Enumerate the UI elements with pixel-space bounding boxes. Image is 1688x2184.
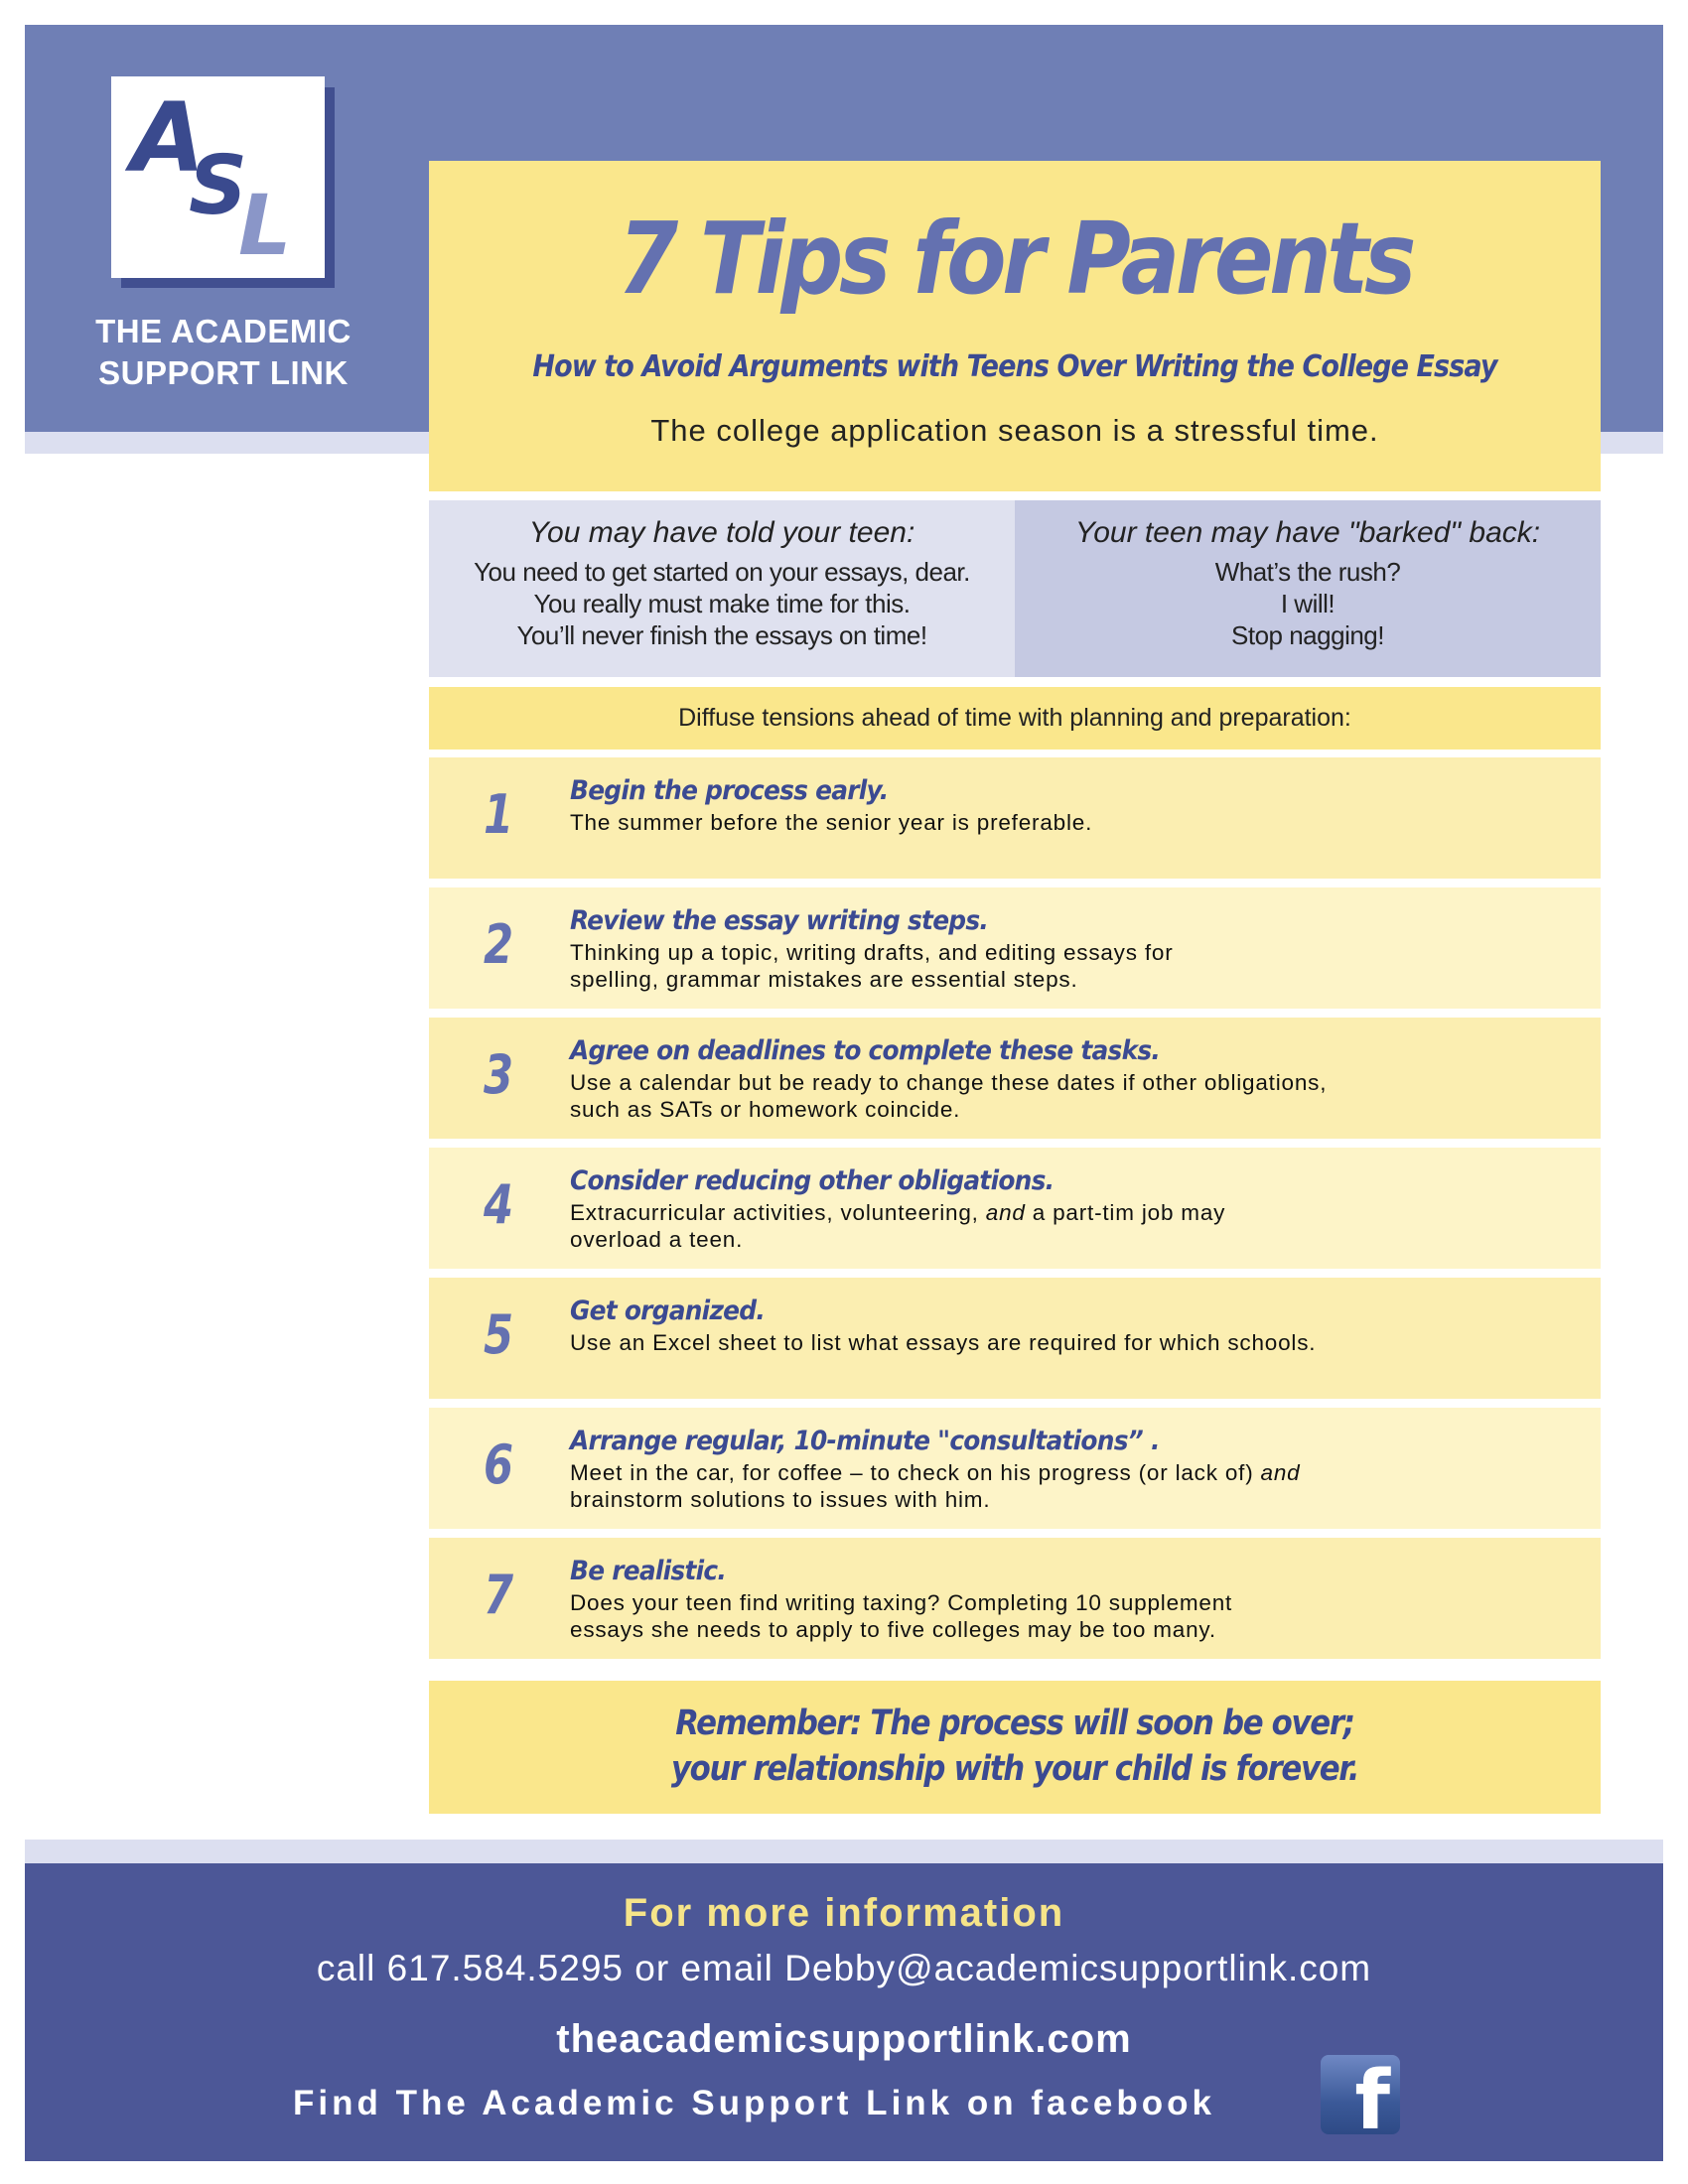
tip-title: Arrange regular, 10-minute "consultations” . <box>570 1426 1160 1456</box>
tip-body-line: brainstorm solutions to issues with him. <box>570 1487 991 1512</box>
tip-body-line: Use an Excel sheet to list what essays are required for which schools. <box>570 1330 1317 1355</box>
page-subtitle: How to Avoid Arguments with Teens Over Writing the College Essay <box>532 349 1497 384</box>
organization-name-line1: THE ACADEMIC <box>95 313 352 349</box>
facebook-text: Find The Academic Support Link on facebook <box>293 2084 1215 2122</box>
tip-item-4 <box>429 1148 1601 1269</box>
tip-body <box>570 1329 1563 1356</box>
teen-quote: Stop nagging! <box>1231 620 1384 650</box>
logo-letter-s: S <box>189 139 248 233</box>
tip-item-7 <box>429 1538 1601 1659</box>
organization-name <box>65 311 382 394</box>
tip-body-line: spelling, grammar mistakes are essential steps. <box>570 967 1078 992</box>
tip-number: 3 <box>483 1043 514 1106</box>
tip-title: Review the essay writing steps. <box>570 905 989 936</box>
tip-title: Consider reducing other obligations. <box>570 1165 1055 1196</box>
teen-quotes-heading: Your teen may have "barked" back: <box>1074 516 1541 549</box>
teen-quote: What’s the rush? <box>1214 557 1401 587</box>
tip-item-5 <box>429 1278 1601 1399</box>
tip-number: 2 <box>483 913 514 976</box>
tip-body <box>570 1589 1563 1643</box>
parent-quotes-panel <box>429 500 1015 677</box>
tip-title: Be realistic. <box>570 1556 727 1586</box>
tip-item-6 <box>429 1408 1601 1529</box>
parent-quote: You really must make time for this. <box>533 589 911 618</box>
logo-letter-a: A <box>131 82 206 194</box>
page-title: 7 Tips for Parents <box>617 201 1413 317</box>
tip-title: Get organized. <box>570 1296 766 1326</box>
facebook-letter: f <box>1354 2054 1390 2148</box>
tip-body-line: essays she needs to apply to five colleges may be too many. <box>570 1617 1216 1642</box>
tip-body-line: The summer before the senior year is preferable. <box>570 810 1093 835</box>
tip-body-line: overload a teen. <box>570 1227 744 1252</box>
parent-quotes-heading: You may have told your teen: <box>528 516 915 549</box>
remember-line: Remember: The process will soon be over; <box>675 1704 1354 1743</box>
emphasis-and: and <box>985 1200 1026 1225</box>
tip-number: 4 <box>483 1173 514 1236</box>
tip-body-line: Use a calendar but be ready to change these dates if other obligations, <box>570 1070 1328 1095</box>
teen-quote: I will! <box>1280 589 1336 618</box>
parent-quote: You need to get started on your essays, dear. <box>474 557 970 587</box>
remember-banner <box>429 1681 1601 1814</box>
parent-quote: You’ll never finish the essays on time! <box>516 620 927 650</box>
tip-body-line: such as SATs or homework coincide. <box>570 1097 961 1122</box>
tip-body-line: Thinking up a topic, writing drafts, and editing essays for <box>570 940 1174 965</box>
tip-body <box>570 1199 1563 1253</box>
website-link[interactable]: theacademicsupportlink.com <box>556 2017 1132 2061</box>
tip-body-line: Meet in the car, for coffee – to check on his progress (or lack of) and <box>570 1460 1301 1485</box>
asl-logo <box>111 76 325 278</box>
tip-item-1 <box>429 757 1601 879</box>
diffuse-tensions-banner: Diffuse tensions ahead of time with planning and preparation: <box>429 687 1601 750</box>
tip-number: 5 <box>483 1303 514 1366</box>
emphasis-and: and <box>1260 1460 1301 1485</box>
tip-number: 7 <box>483 1564 514 1626</box>
contact-info: call 617.584.5295 or email Debby@academicsupportlink.com <box>316 1948 1372 1988</box>
teen-quotes-panel <box>1015 500 1601 677</box>
tip-body-line: Does your teen find writing taxing? Completing 10 supplement <box>570 1590 1233 1615</box>
tip-body <box>570 939 1563 993</box>
footer <box>25 1863 1663 2161</box>
footer-divider <box>25 1840 1663 1863</box>
logo-letter-l: L <box>238 177 292 274</box>
intro-text: The college application season is a stressful time. <box>650 413 1379 448</box>
more-info-heading: For more information <box>623 1891 1065 1935</box>
tip-title: Begin the process early. <box>570 775 889 806</box>
tip-number: 1 <box>483 783 514 846</box>
tip-number: 6 <box>483 1433 514 1496</box>
organization-name-line2: SUPPORT LINK <box>98 354 349 391</box>
tip-body-line: Extracurricular activities, volunteering, and a part-tim job may <box>570 1200 1226 1225</box>
tip-body <box>570 1459 1563 1513</box>
remember-line: your relationship with your child is forever. <box>670 1749 1359 1789</box>
facebook-icon[interactable] <box>1321 2054 1400 2148</box>
tip-body <box>570 809 1563 836</box>
tip-title: Agree on deadlines to complete these tasks. <box>570 1035 1161 1066</box>
title-box <box>429 161 1601 491</box>
tip-body <box>570 1069 1563 1123</box>
tip-item-3 <box>429 1018 1601 1139</box>
tip-item-2 <box>429 887 1601 1009</box>
